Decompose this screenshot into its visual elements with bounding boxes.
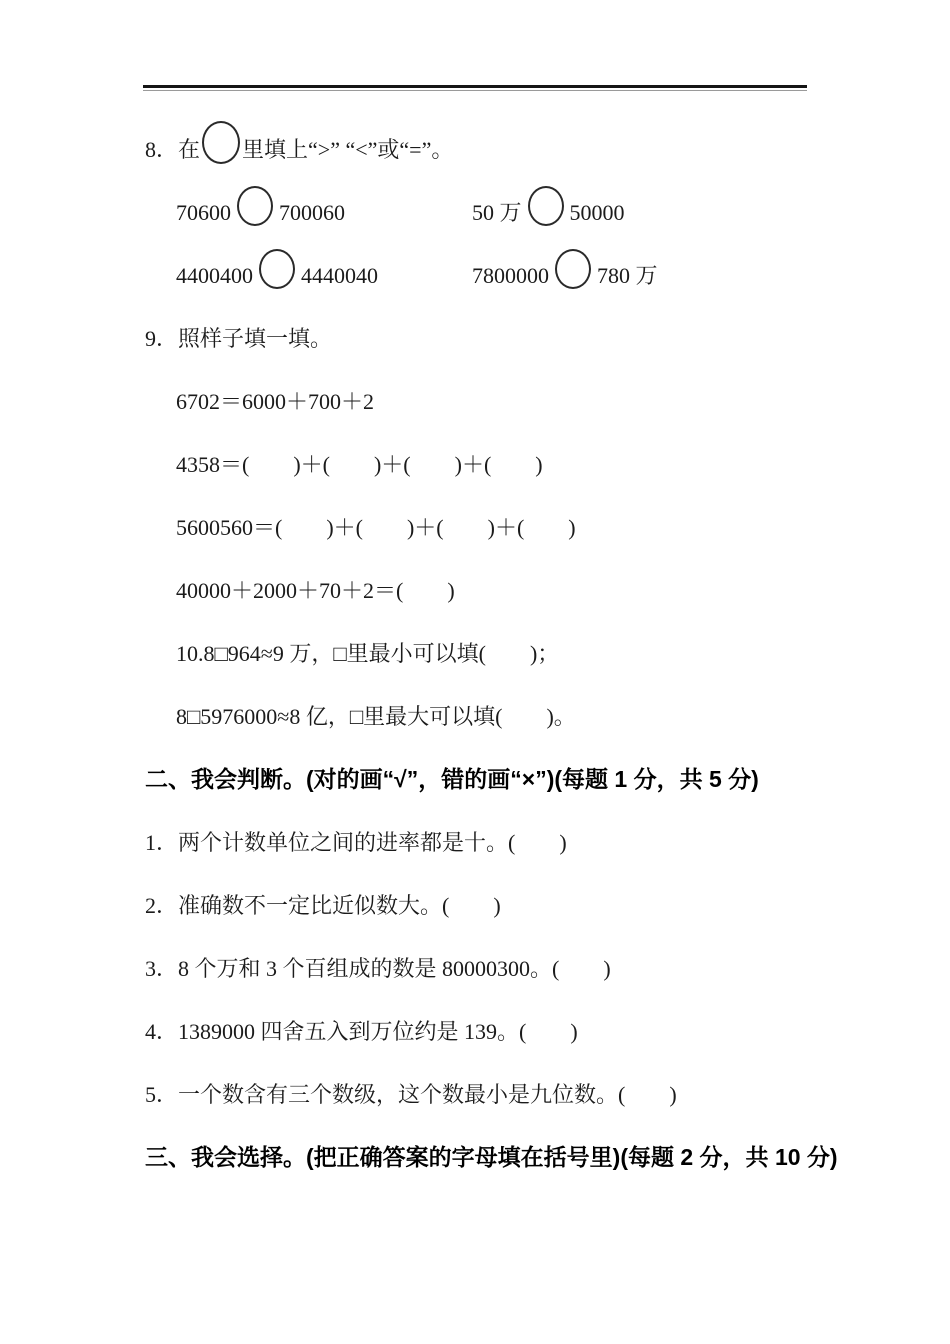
header-divider-rule xyxy=(143,85,807,91)
compare-right-value: 50000 xyxy=(569,200,625,225)
compare-left-value: 70600 xyxy=(176,200,231,225)
equation-example: 6702＝6000＋700＋2 xyxy=(176,389,375,414)
fill-in-line xyxy=(145,433,825,496)
question-9-title: 照样子填一填。 xyxy=(178,326,333,351)
question-8-number: 8． xyxy=(145,137,179,162)
judgment-item xyxy=(145,874,825,937)
question-8-text-post: 里填上“>” “<”或“=”。 xyxy=(242,137,454,162)
comparison-pair xyxy=(176,181,472,244)
question-9 xyxy=(145,307,825,370)
compare-right-value: 4440040 xyxy=(301,263,378,288)
comparison-pair xyxy=(472,181,625,244)
judgment-item xyxy=(145,811,825,874)
page-content xyxy=(145,118,838,1189)
equation-blank: 4358＝( )＋( )＋( )＋( ) xyxy=(176,452,543,477)
compare-left-value: 7800000 xyxy=(472,263,549,288)
question-8-text-pre: 在 xyxy=(178,137,201,162)
question-8 xyxy=(145,118,825,181)
answer-circle xyxy=(259,249,295,289)
fill-in-line xyxy=(145,622,825,685)
comparison-row xyxy=(145,244,825,307)
judgment-item-text: 2．准确数不一定比近似数大。( ) xyxy=(145,893,501,918)
answer-circle xyxy=(237,186,273,226)
judgment-item-text: 4．1389000 四舍五入到万位约是 139。( ) xyxy=(145,1019,578,1044)
section-3-title: 三、我会选择。(把正确答案的字母填在括号里)(每题 2 分，共 10 分) xyxy=(145,1144,838,1170)
comparison-pair xyxy=(472,244,658,307)
compare-left-value: 50 万 xyxy=(472,200,522,225)
comparison-row xyxy=(145,181,825,244)
fill-in-line xyxy=(145,685,825,748)
answer-circle xyxy=(202,121,240,164)
comparison-pair xyxy=(176,244,472,307)
compare-left-value: 4400400 xyxy=(176,263,253,288)
section-2-title: 二、我会判断。(对的画“√”，错的画“×”)(每题 1 分，共 5 分) xyxy=(145,766,759,792)
answer-circle xyxy=(555,249,591,289)
judgment-item xyxy=(145,1000,825,1063)
judgment-item xyxy=(145,937,825,1000)
equation-blank: 5600560＝( )＋( )＋( )＋( ) xyxy=(176,515,576,540)
fill-in-line xyxy=(145,496,825,559)
judgment-item-text: 3．8 个万和 3 个百组成的数是 80000300。( ) xyxy=(145,956,611,981)
fill-in-line xyxy=(145,370,825,433)
section-2-header xyxy=(145,748,825,811)
fill-in-line xyxy=(145,559,825,622)
answer-circle xyxy=(528,186,564,226)
compare-right-value: 780 万 xyxy=(597,263,658,288)
compare-right-value: 700060 xyxy=(279,200,345,225)
approximation-question: 8□5976000≈8 亿，□里最大可以填( )。 xyxy=(176,704,576,729)
question-9-number: 9． xyxy=(145,326,179,351)
judgment-item-text: 5．一个数含有三个数级，这个数最小是九位数。( ) xyxy=(145,1082,677,1107)
section-3-header xyxy=(145,1126,838,1189)
judgment-item-text: 1．两个计数单位之间的进率都是十。( ) xyxy=(145,830,567,855)
equation-blank: 40000＋2000＋70＋2＝( ) xyxy=(176,578,455,603)
approximation-question: 10.8□964≈9 万，□里最小可以填( )； xyxy=(176,641,560,666)
judgment-item xyxy=(145,1063,825,1126)
